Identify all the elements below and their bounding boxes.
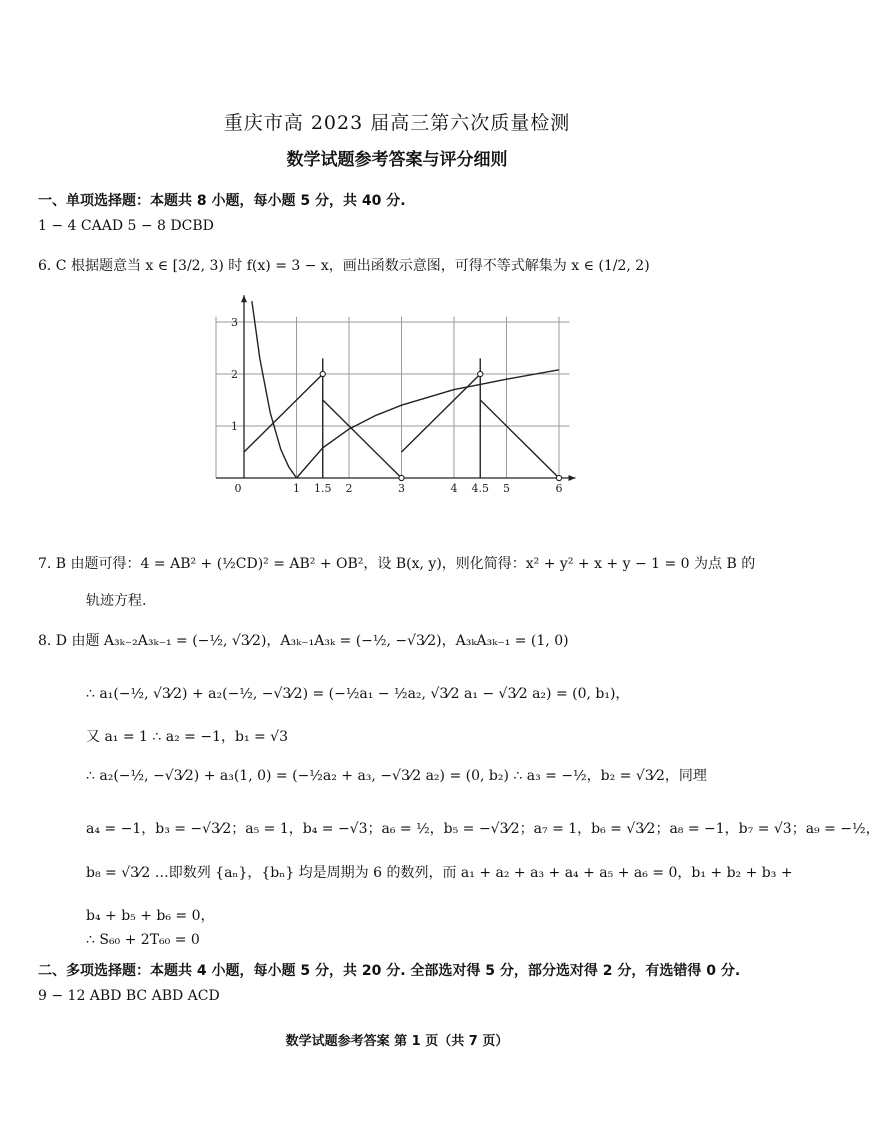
open-point — [556, 475, 561, 480]
x-tick-label: 1 — [293, 482, 300, 495]
x-tick-label: 4 — [450, 482, 458, 495]
open-point — [399, 475, 404, 480]
page-title: 重庆市高 2023 届高三第六次质量检测 — [223, 112, 571, 134]
x-tick-label: 3 — [398, 482, 405, 495]
x-axis-arrow — [569, 475, 576, 481]
q7-line2: 轨迹方程. — [86, 593, 147, 609]
y-tick-label: 3 — [231, 316, 238, 329]
section1-heading: 一、单项选择题：本题共 8 小题，每小题 5 分，共 40 分. — [38, 193, 406, 209]
q8-line5: a₄ = −1，b₃ = −√3⁄2；a₅ = 1，b₄ = −√3；a₆ = ½，b₅ = −√3⁄2；a₇ = 1，b₆ = √3⁄2；a₈ = −1，b₇ = √3；a₉ = −½， — [86, 821, 880, 837]
q7-line1: 7. B 由题可得：4 = AB² + (½CD)² = AB² + OB²，设 B(x, y)，则化简得：x² + y² + x + y − 1 = 0 为点 B 的 — [38, 556, 756, 572]
x-tick-label: 2 — [345, 482, 353, 495]
y-tick-label: 2 — [231, 368, 238, 381]
q8-line3: 又 a₁ = 1 ∴ a₂ = −1，b₁ = √3 — [86, 729, 289, 745]
open-point — [478, 371, 483, 376]
section1-answers: 1 − 4 CAAD 5 − 8 DCBD — [38, 218, 214, 234]
graph-grid — [216, 317, 570, 478]
y-axis-arrow — [241, 295, 247, 302]
q8-line6: b₈ = √3⁄2 …即数列 {aₙ}，{bₙ} 均是周期为 6 的数列，而 a₁ + a₂ + a₃ + a₄ + a₅ + a₆ = 0，b₁ + b₂ + b₃ + — [86, 865, 793, 881]
section2-heading: 二、多项选择题：本题共 4 小题，每小题 5 分，共 20 分. 全部选对得 5 分，部分选对得 2 分，有选错得 0 分. — [38, 963, 741, 979]
function-curve — [402, 374, 481, 452]
q8-line2: ∴ a₁(−½, √3⁄2) + a₂(−½, −√3⁄2) = (−½a₁ − ½a₂, √3⁄2 a₁ − √3⁄2 a₂) = (0, b₁)， — [86, 686, 630, 702]
graph-curves — [244, 301, 562, 480]
graph-axes — [216, 295, 576, 481]
x-tick-label: 0 — [234, 482, 242, 495]
x-tick-label: 1.5 — [314, 482, 332, 495]
function-curve — [252, 301, 297, 478]
graph-tick-labels — [231, 316, 563, 495]
function-curve — [244, 374, 323, 452]
page-subtitle: 数学试题参考答案与评分细则 — [286, 150, 508, 170]
section2-answers: 9 − 12 ABD BC ABD ACD — [38, 988, 220, 1004]
function-curve — [297, 370, 560, 478]
x-tick-label: 4.5 — [471, 482, 489, 495]
x-tick-label: 5 — [503, 482, 510, 495]
y-tick-label: 1 — [231, 420, 238, 433]
x-tick-label: 6 — [555, 482, 563, 495]
q6-text: 6. C 根据题意当 x ∈ [3/2, 3) 时 f(x) = 3 − x，画出函数示意图，可得不等式解集为 x ∈ (1/2, 2) — [38, 258, 650, 274]
function-graph — [0, 0, 794, 530]
q8-line8: ∴ S₆₀ + 2T₆₀ = 0 — [86, 932, 200, 948]
q8-line4: ∴ a₂(−½, −√3⁄2) + a₃(1, 0) = (−½a₂ + a₃, −√3⁄2 a₂) = (0, b₂) ∴ a₃ = −½，b₂ = √3⁄2，同理 — [86, 768, 707, 784]
function-curve — [480, 400, 559, 478]
page-footer: 数学试题参考答案 第 1 页（共 7 页） — [285, 1034, 509, 1049]
open-point — [320, 371, 325, 376]
q8-line7: b₄ + b₅ + b₆ = 0， — [86, 908, 215, 924]
q8-line1: 8. D 由题 A₃ₖ₋₂A₃ₖ₋₁ = (−½, √3⁄2)，A₃ₖ₋₁A₃ₖ = (−½, −√3⁄2)，A₃ₖA₃ₖ₋₁ = (1, 0) — [38, 633, 569, 649]
